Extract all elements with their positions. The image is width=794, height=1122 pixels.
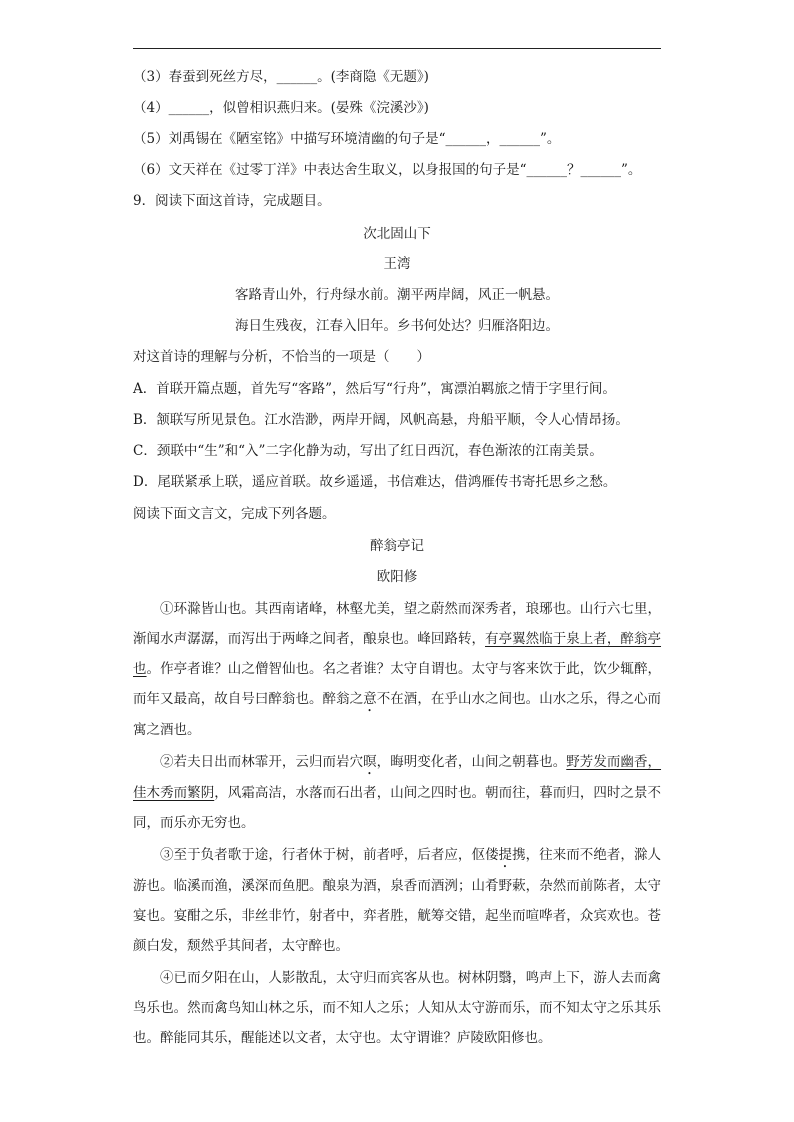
underlined-sentence: 野芳发而幽香，佳木秀而繁阴 xyxy=(133,754,662,801)
essay-paragraph-3: ③至于负者歌于途，行者休于树，前者呼，后者应，伛偻提携，往来而不绝者，滁人游也。临溪而渔，溪深而鱼肥。酿泉为酒，泉香而酒洌；山肴野蔌，杂然而前陈者，太守宴也。宴酣之乐，非丝非竹，射者中，弈者胜，觥筹交错，起坐而喧哗者，众宾欢也。苍颜白发，颓然乎其间者，太守醉也。 xyxy=(133,847,662,954)
essay-paragraph-4: ④已而夕阳在山，人影散乱，太守归而宾客从也。树林阴翳，鸣声上下，游人去而禽鸟乐也。然而禽鸟知山林之乐，而不知人之乐；人知从太守游而乐，而不知太守之乐其乐也。醉能同其乐，醒能述以文者，太守也。太守谓谁？庐陵欧阳修也。 xyxy=(133,970,661,1046)
question-5: （5）刘禹锡在《陋室铭》中描写环境清幽的句子是“______，______”。 xyxy=(133,131,561,147)
question-4: （4）______，似曾相识燕归来。(晏殊《浣溪沙》) xyxy=(133,100,429,116)
underlined-sentence: 有亭翼然临于泉上者，醉翁亭也 xyxy=(133,631,662,677)
essay-title: 醉翁亭记 xyxy=(370,538,424,554)
dotted-char: 意 xyxy=(363,691,377,707)
essay-paragraph-2: ②若夫日出而林霏开，云归而岩穴暝，晦明变化者，山间之朝暮也。野芳发而幽香，佳木秀而繁阴，风霜高洁，水落而石出者，山间之四时也。朝而往，暮而归，四时之景不同，而乐亦无穷也。 xyxy=(133,754,662,831)
essay-paragraph-1: ①环滁皆山也。其西南诸峰，林壑尤美，望之蔚然而深秀者，琅琊也。山行六七里，渐闻水声潺潺，而泻出于两峰之间者，酿泉也。峰回路转，有亭翼然临于泉上者，醉翁亭也。作亭者谁？山之僧智仙也。名之者谁？太守自谓也。太守与客来饮于此，饮少辄醉，而年又最高，故自号曰醉翁也。醉翁之意不在酒，在乎山水之间也。山水之乐，得之心而寓之酒也。 xyxy=(133,601,662,738)
question-6: （6）文天祥在《过零丁洋》中表达舍生取义，以身报国的句子是“______？______”。 xyxy=(133,162,642,178)
option-b: B．颔联写所见景色。江水浩渺，两岸开阔，风帆高悬，舟船平顺，令人心情昂扬。 xyxy=(133,412,629,428)
poem-line-2: 海日生残夜，江春入旧年。乡书何处达？归雁洛阳边。 xyxy=(235,318,559,334)
option-d: D．尾联紧承上联，遥应首联。故乡遥遥，书信难达，借鸿雁传书寄托思乡之愁。 xyxy=(133,474,617,490)
poem-title: 次北固山下 xyxy=(363,226,431,242)
question-9-prompt: 9．阅读下面这首诗，完成题目。 xyxy=(133,193,331,209)
essay-body xyxy=(133,594,661,1055)
essay-author: 欧阳修 xyxy=(376,569,418,585)
reading-prompt: 阅读下面文言文，完成下列各题。 xyxy=(133,506,336,522)
option-a: A．首联开篇点题，首先写“客路”，然后写“行舟”，寓漂泊羁旅之情于字里行间。 xyxy=(133,381,616,397)
poem-line-1: 客路青山外，行舟绿水前。潮平两岸阔，风正一帆悬。 xyxy=(235,287,559,303)
dotted-char: 提 xyxy=(498,847,513,863)
question-9-stem: 对这首诗的理解与分析，不恰当的一项是（ ） xyxy=(133,349,430,365)
poem-author: 王湾 xyxy=(383,256,411,272)
option-c: C．颈联中“生”和“入”二字化静为动，写出了红日西沉，春色渐浓的江南美景。 xyxy=(133,443,603,459)
question-3: （3）春蚕到死丝方尽，______。(李商隐《无题》) xyxy=(133,69,429,85)
top-divider xyxy=(133,48,661,49)
dotted-char: 暝 xyxy=(363,754,377,770)
